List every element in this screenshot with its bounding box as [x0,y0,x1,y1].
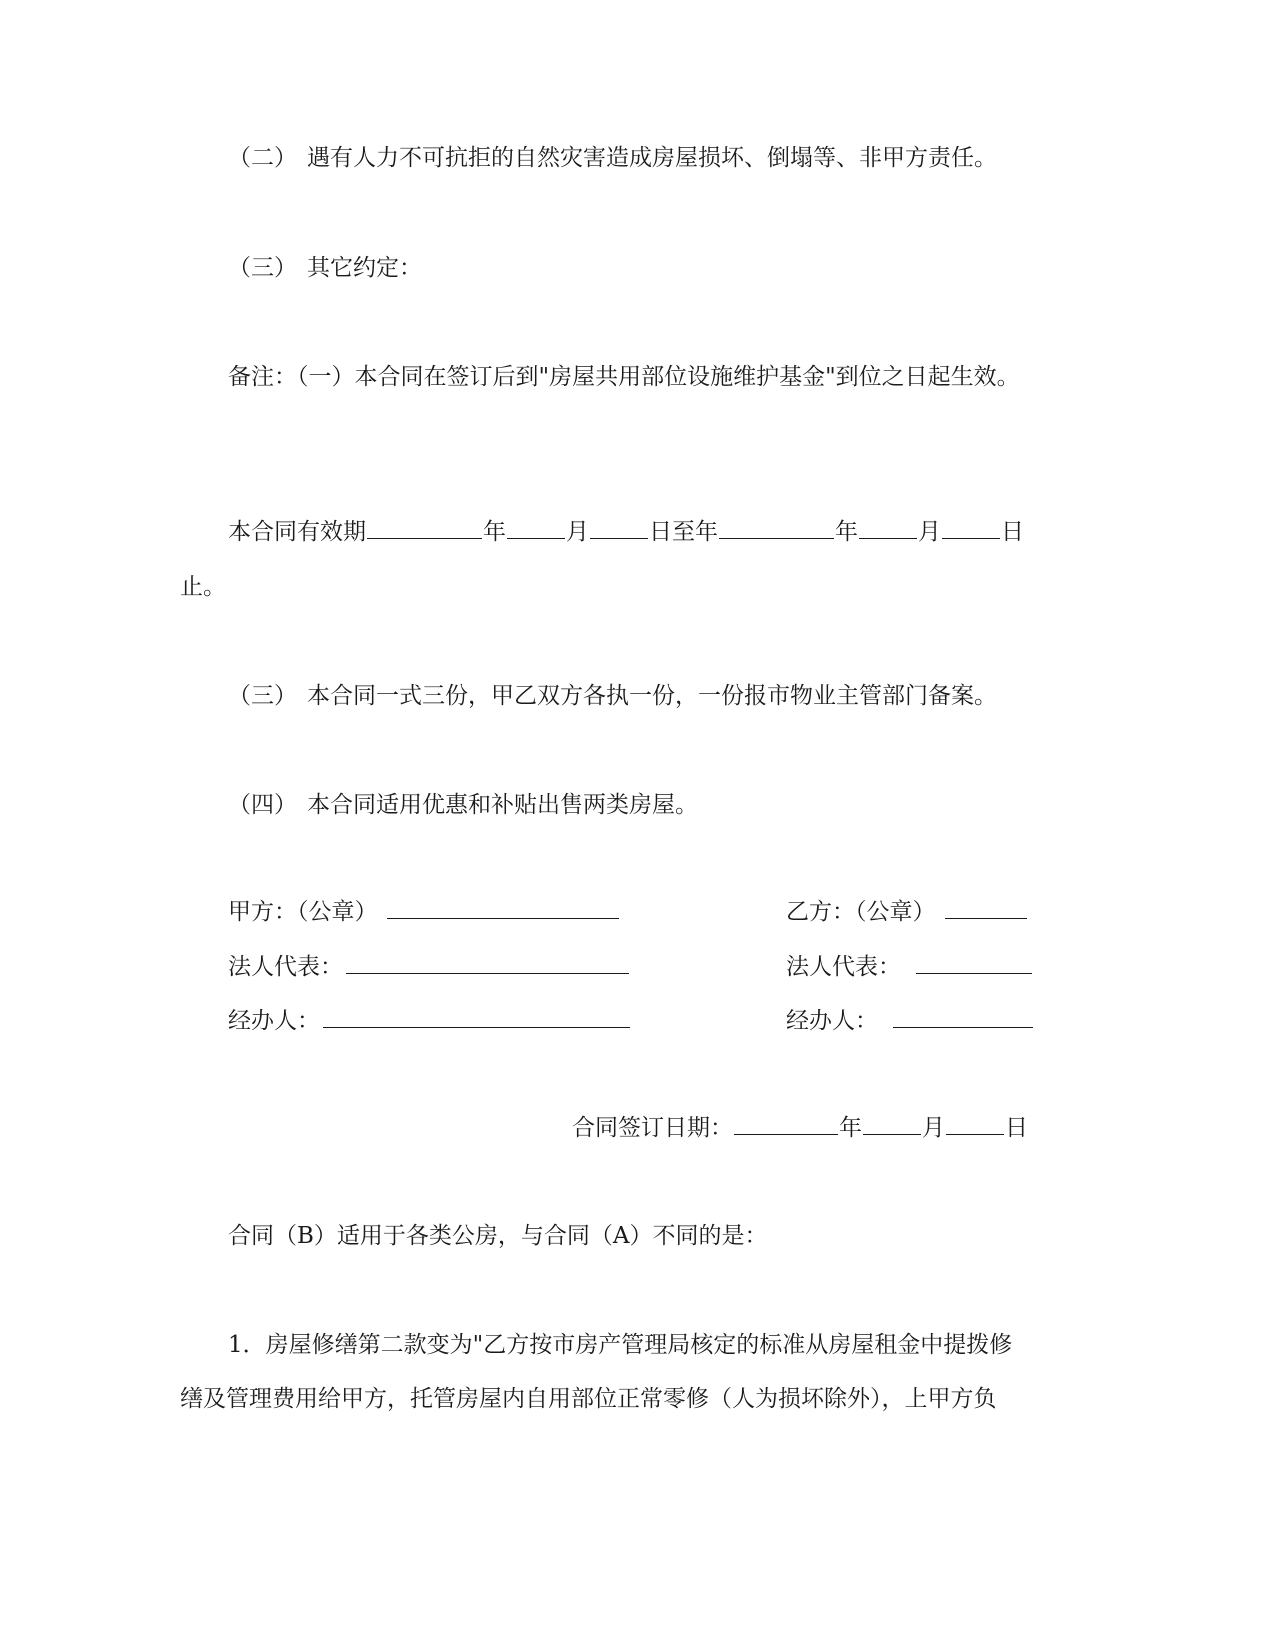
sign-date-label: 合同签订日期： [572,1115,733,1141]
year-blank-1 [367,516,482,539]
clause-4 [228,790,698,820]
year-blank-2 [719,516,834,539]
validity-day-1: 日至年 [649,519,718,545]
party-a-seal-line [228,896,620,927]
item-2 [228,143,997,173]
party-b-agent-label: 经办人： [786,1008,878,1034]
note: 备注：（一）本合同在签订后到"房屋共用部位设施维护基金"到位之日起生效。 [228,364,1020,390]
clause-4-text: 本合同适用优惠和补贴出售两类房屋。 [307,792,698,818]
party-a-agent-line [228,1005,631,1036]
item-2-text: 遇有人力不可抗拒的自然灾害造成房屋损坏、倒塌等、非甲方责任。 [307,145,997,171]
sign-day-blank [946,1112,1004,1135]
validity-end: 止。 [180,574,226,600]
item-3-text: 其它约定： [307,255,422,281]
party-b-agent-line [786,1005,1034,1036]
party-b-agent-blank [893,1005,1033,1028]
validity-year-2: 年 [835,519,858,545]
sign-date-day: 日 [1005,1115,1028,1141]
party-b-rep-line [786,951,1033,982]
validity-year-1: 年 [483,519,506,545]
party-a-rep-blank [346,951,629,974]
party-a-seal-label: 甲方：（公章） [228,899,378,925]
validity-prefix: 本合同有效期 [228,519,366,545]
party-b-rep-label: 法人代表： [786,954,901,980]
sign-date-line [572,1112,1028,1143]
day-blank-1 [590,516,648,539]
party-a-rep-label: 法人代表： [228,954,343,980]
party-b-seal-line [786,896,1028,927]
sign-month-blank [863,1112,921,1135]
validity-line [228,516,1024,547]
clause-3-text: 本合同一式三份，甲乙双方各执一份，一份报市物业主管部门备案。 [307,683,997,709]
validity-day-2: 日 [1001,519,1024,545]
contract-b-intro: 合同（B）适用于各类公房，与合同（A）不同的是： [228,1223,768,1249]
month-blank-2 [859,516,917,539]
item-3 [228,253,422,283]
party-a-rep-line [228,951,630,982]
party-a-agent-label: 经办人： [228,1008,320,1034]
party-b-seal-label: 乙方：（公章） [786,899,936,925]
item-2-number: （二） [228,145,297,171]
validity-month-2: 月 [918,519,941,545]
clause-3 [228,681,997,711]
item-3-number: （三） [228,255,297,281]
validity-month-1: 月 [566,519,589,545]
item-1-line-1: 1．房屋修缮第二款变为"乙方按市房产管理局核定的标准从房屋租金中提拨修 [228,1332,1013,1358]
clause-3-number: （三） [228,683,297,709]
party-b-seal-blank [945,896,1027,919]
day-blank-2 [942,516,1000,539]
sign-date-month: 月 [922,1115,945,1141]
party-a-seal-blank [387,896,619,919]
sign-date-year: 年 [839,1115,862,1141]
sign-year-blank [734,1112,838,1135]
item-1-line-2: 缮及管理费用给甲方，托管房屋内自用部位正常零修（人为损坏除外），上甲方负 [180,1386,997,1412]
clause-4-number: （四） [228,792,297,818]
party-b-rep-blank [916,951,1032,974]
month-blank-1 [507,516,565,539]
party-a-agent-blank [323,1005,630,1028]
